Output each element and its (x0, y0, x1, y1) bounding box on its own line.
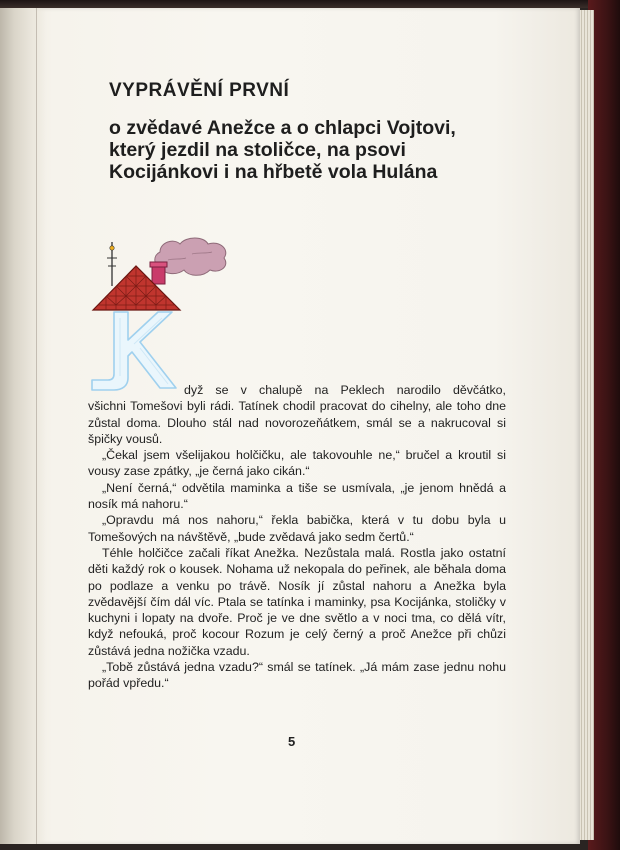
drop-cap-k-letter (92, 312, 176, 390)
cover-top-edge (0, 0, 620, 8)
chapter-body-text (88, 382, 506, 692)
chapter-subtitle (109, 117, 529, 183)
page-gutter (0, 8, 46, 844)
paragraph: Téhle holčičce začali říkat Anežka. Nezůstala malá. Rostla jako ostatní děti každý rok o kousek. Nohama už nekopala do peřinek, ale běhala doma po podlaze a venku po trávě. Nosík jí zůstal nahoru a Anežka byla zvědavější čím dál víc. Ptala se tatínka i maminky, psa Kocijánka, stoličky v kuchyni i lopaty na dvoře. Proč je ve dne světlo a v noci tma, co dělá vítr, když nefouká, proč kocour Rozum je celý černý a proč Anežce při chůzi zůstává jedna nožička vzadu. (88, 545, 506, 658)
chapter-subtitle-line: o zvědavé Anežce a o chlapci Vojtovi, (109, 117, 456, 139)
paragraph: „Opravdu má nos nahoru,“ řekla babička, která v tu dobu byla u Tomešových na návštěvě, „bude zvědavá jako sedm čertů.“ (88, 513, 506, 544)
page-number: 5 (288, 734, 296, 749)
drop-cap-illustration (88, 228, 238, 398)
paragraph: „Tobě zůstává jedna vzadu?“ smál se tatínek. „Já mám zase jednu nohu pořád vpředu.“ (88, 660, 506, 691)
chapter-subtitle-line: Kocijánkovi i na hřbetě vola Hulána (109, 161, 438, 183)
chimney-smoke-icon (150, 238, 226, 284)
antenna-icon (107, 242, 117, 286)
paragraph: všichni Tomešovi byli rádi. Tatínek chodil pracovat do cihelny, ale toho dne zůstal doma. Dlouho stál nad novorozeňátkem, smál se a nakrucoval si špičky vousů. (88, 399, 506, 446)
gutter-fold-line (36, 8, 37, 844)
opening-line: dyž se v chalupě na Peklech narodilo děvčátko, (184, 383, 506, 397)
chapter-subtitle-line: který jezdil na stoličce, na psovi (109, 139, 406, 161)
paragraph: „Čekal jsem všelijakou holčičku, ale takovouhle ne,“ bručel a kroutil si vousy zase zpátky, „je černá jako cikán.“ (88, 448, 506, 479)
chapter-heading: VYPRÁVĚNÍ PRVNÍ (109, 80, 290, 101)
paragraph: „Není černá,“ odvětila maminka a tiše se usmívala, „je jenom hnědá a nosík má nahoru.“ (88, 480, 506, 512)
